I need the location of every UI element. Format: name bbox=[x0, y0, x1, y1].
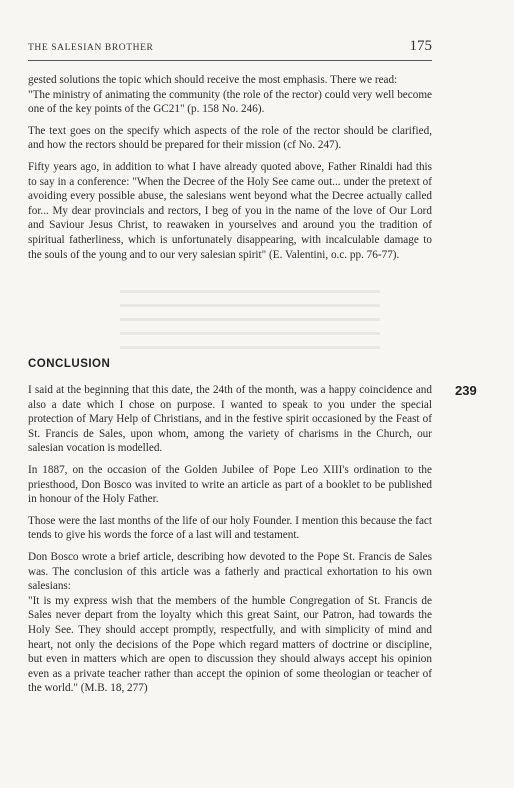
quotation: "It is my express wish that the members of the humble Congregation of St. Francis de Sales never depart from the loyalty which this great Saint, our Patron, had towards the Holy See. They should accept promptly, respectfully, and with simplicity of mind and heart, not only the decisions of the Pope which regard matters of doctrine or discipline, but even in matters which are open to discussion they should always accept his opinion even as a private teacher rather than accept the opinion of some theologian or teacher of the world." (M.B. 18, 277) bbox=[28, 594, 432, 695]
margin-paragraph-number: 239 bbox=[455, 383, 477, 398]
body-text-bottom bbox=[28, 383, 432, 703]
quotation: "The ministry of animating the community (the role of the rector) could very well become one of the key points of the GC21" (p. 158 No. 246). bbox=[28, 88, 432, 116]
section-heading: CONCLUSION bbox=[28, 358, 111, 370]
paragraph: In 1887, on the occasion of the Golden Jubilee of Pope Leo XIII's ordination to the priesthood, Don Bosco was invited to write an article as part of a booklet to be published in honour of the Holy Father. bbox=[28, 463, 432, 506]
page-header bbox=[28, 36, 432, 61]
body-text-top bbox=[28, 73, 432, 269]
paragraph: I said at the beginning that this date, the 24th of the month, was a happy coincidence and also a date which I chose on purpose. I wanted to speak to you under the special protection of Mary Help of Christians, and in the festive spirit occasioned by the Feast of St. Francis de Sales, upon whom, among the variety of charisms in the Church, our salesian vocation is modelled. bbox=[28, 384, 432, 455]
paragraph: Don Bosco wrote a brief article, describing how devoted to the Pope St. Francis de Sales was. The conclusion of this article was a fatherly and practical exhortation to his own salesians: bbox=[28, 550, 432, 593]
paragraph: The text goes on the specify which aspects of the role of the rector should be clarified, and how the rectors should be prepared for their mission (cf No. 247). bbox=[28, 124, 432, 152]
bleed-through-shadow bbox=[120, 290, 380, 350]
paragraph: gested solutions the topic which should receive the most emphasis. There we read: bbox=[28, 74, 398, 86]
page-number: 175 bbox=[409, 38, 432, 54]
paragraph: Fifty years ago, in addition to what I have already quoted above, Father Rinaldi had this to say in a conference: "When the Decree of the Holy See came out... under the pretext of avoiding every possible abuse, the salesians went beyond what the Decree actually called for... My dear provincials and rectors, I beg of you in the name of the love of Our Lord and Saviour Jesus Christ, to reawaken in yourselves and around you the tradition of spiritual fatherliness, which is unfortunately disappearing, with incalculable damage to the souls of the young and to our very salesian spirit" (E. Valentini, o.c. pp. 76-77). bbox=[28, 160, 432, 261]
paragraph: Those were the last months of the life of our holy Founder. I mention this because the fact tends to give his words the force of a last will and testament. bbox=[28, 514, 432, 542]
running-head: THE SALESIAN BROTHER bbox=[28, 43, 154, 53]
